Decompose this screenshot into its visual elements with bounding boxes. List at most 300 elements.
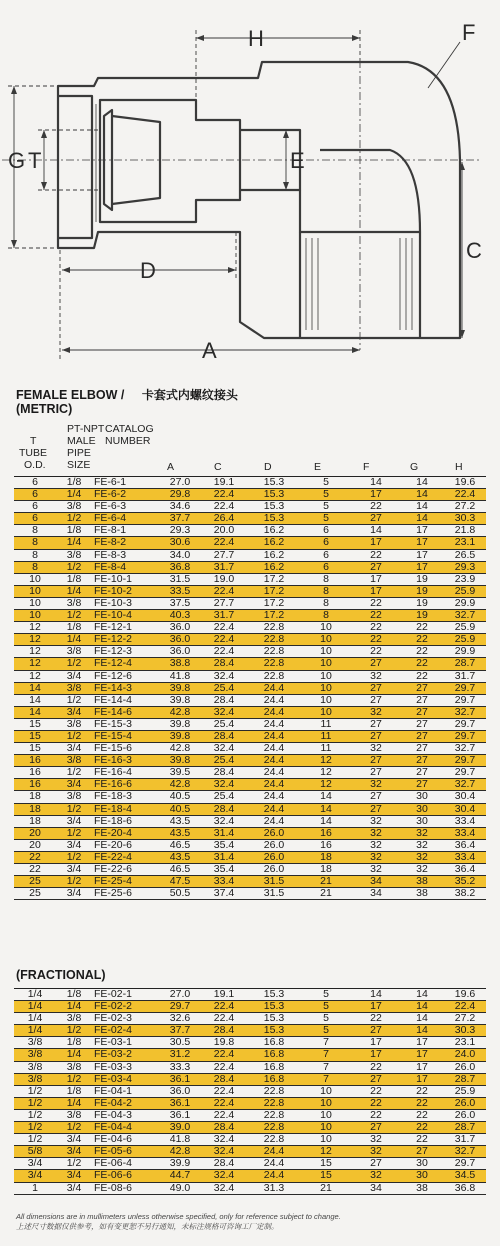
table-cell: FE-6-3 [92,501,160,513]
table-cell: 31.4 [200,851,248,863]
table-cell: 19.6 [444,477,486,489]
table-row [14,706,486,718]
table-cell: FE-8-2 [92,537,160,549]
table-cell: 15 [300,1170,352,1182]
table-cell: 30 [400,1158,444,1170]
table-cell: 29.8 [160,489,200,501]
table-cell: 37.4 [200,888,248,900]
table-cell: 6 [300,525,352,537]
table-cell: 20.0 [200,525,248,537]
table-row [14,864,486,876]
table-cell: 14 [352,989,400,1001]
table-cell: 34.0 [160,549,200,561]
table-cell: 36.0 [160,622,200,634]
table-cell: FE-14-6 [92,706,160,718]
table-cell: FE-15-3 [92,718,160,730]
table-cell: 3/8 [56,1013,92,1025]
table-cell: 30.6 [160,537,200,549]
table-cell: 19 [400,573,444,585]
table-cell: 22 [352,1061,400,1073]
table-cell: 22.4 [200,634,248,646]
table-cell: 40.5 [160,803,200,815]
table-cell: 32.4 [200,1146,248,1158]
table-cell: 22 [400,1085,444,1097]
table-cell: 22.8 [248,1085,300,1097]
table-cell: FE-12-2 [92,634,160,646]
table-cell: 17 [352,573,400,585]
table-cell: 32.4 [200,706,248,718]
table-cell: 43.5 [160,815,200,827]
table-cell: 21.8 [444,525,486,537]
table-cell: 29.3 [444,561,486,573]
table-cell: 12 [14,622,56,634]
table-cell: 15.3 [248,501,300,513]
table-cell: 10 [300,670,352,682]
footnote-chinese: 上述尺寸数据仅供参考，如有变更恕不另行通知，未标注规格可咨询工厂定制。 [16,1222,279,1231]
table-cell: 27 [352,803,400,815]
table-cell: 32.7 [444,779,486,791]
header-f: F [363,461,370,473]
table-cell: FE-06-4 [92,1158,160,1170]
table-cell: 44.7 [160,1170,200,1182]
table-cell: 17 [352,489,400,501]
table-row [14,501,486,513]
table-cell: 29.3 [160,525,200,537]
table-cell: 32 [352,779,400,791]
label-t: T [28,148,42,173]
table-cell: 14 [400,501,444,513]
table-cell: 29.7 [444,718,486,730]
table-cell: 22.4 [200,489,248,501]
table-cell: 22 [352,1013,400,1025]
table-row [14,477,486,489]
table-cell: 49.0 [160,1182,200,1194]
table-cell: FE-25-6 [92,888,160,900]
table-cell: 10 [300,1122,352,1134]
table-cell: 1/4 [14,989,56,1001]
table-cell: 3/4 [56,888,92,900]
table-cell: 15 [14,743,56,755]
table-cell: 8 [14,537,56,549]
table-cell: 24.4 [248,755,300,767]
table-cell: 24.4 [248,1158,300,1170]
table-cell: 36.1 [160,1109,200,1121]
table-cell: 6 [14,489,56,501]
table-cell: 17 [400,561,444,573]
table-cell: 24.4 [248,779,300,791]
table-cell: 8 [300,597,352,609]
table-cell: 22 [400,634,444,646]
table-cell: 1/8 [56,1085,92,1097]
table-cell: 25.9 [444,585,486,597]
table-cell: 17.2 [248,573,300,585]
table-cell: 3/8 [56,1109,92,1121]
table-cell: 18 [300,851,352,863]
table-cell: FE-18-3 [92,791,160,803]
table-cell: 3/8 [56,1061,92,1073]
table-cell: 24.4 [248,815,300,827]
table-cell: 33.4 [444,851,486,863]
table-row [14,549,486,561]
table-cell: 22.8 [248,622,300,634]
table-cell: 32.4 [200,1170,248,1182]
table-cell: 14 [14,706,56,718]
table-cell: 1/8 [56,622,92,634]
table-cell: 17 [400,1073,444,1085]
table-cell: 26.4 [200,513,248,525]
table-cell: 15.3 [248,1025,300,1037]
table-cell: 12 [300,779,352,791]
table-cell: 3/4 [56,743,92,755]
table-row [14,513,486,525]
table-cell: 1/4 [56,1097,92,1109]
table-cell: 10 [300,706,352,718]
table-cell: 24.4 [248,767,300,779]
table-cell: 10 [300,694,352,706]
table-cell: 3/4 [56,839,92,851]
table-cell: 32.4 [200,779,248,791]
table-cell: 1/2 [14,1122,56,1134]
table-cell: 32.7 [444,706,486,718]
table-cell: 39.0 [160,1122,200,1134]
table-cell: 12 [300,767,352,779]
table-cell: FE-04-1 [92,1085,160,1097]
table-cell: 3/4 [56,864,92,876]
table-cell: 12 [14,658,56,670]
table-cell: 28.4 [200,767,248,779]
table-row [14,815,486,827]
table-cell: 22.8 [248,634,300,646]
table-cell: 17 [352,585,400,597]
table-cell: FE-12-6 [92,670,160,682]
table-cell: 24.4 [248,706,300,718]
table-cell: 32.4 [200,1182,248,1194]
table-cell: 1 [14,1182,56,1194]
table-cell: 21 [300,888,352,900]
table-cell: 3/4 [14,1170,56,1182]
table-cell: 11 [300,730,352,742]
female-elbow-diagram [0,0,500,378]
table-cell: 1/2 [14,1109,56,1121]
table-cell: 28.4 [200,1073,248,1085]
table-cell: 31.7 [200,561,248,573]
table-cell: 24.4 [248,1170,300,1182]
table-cell: 35.2 [444,876,486,888]
table-cell: 39.8 [160,730,200,742]
table-cell: 21 [300,1182,352,1194]
header-pipe: PIPE [67,447,91,459]
table-cell: 1/2 [14,1134,56,1146]
table-cell: 11 [300,743,352,755]
table-cell: 8 [14,525,56,537]
table-row [14,803,486,815]
table-cell: 36.0 [160,634,200,646]
table-cell: 6 [300,537,352,549]
table-cell: 32.7 [444,743,486,755]
table-cell: 34.6 [160,501,200,513]
table-cell: 30 [400,815,444,827]
table-cell: 32 [400,864,444,876]
table-cell: 1/2 [14,1097,56,1109]
table-cell: 36.8 [160,561,200,573]
table-cell: 16 [14,779,56,791]
table-cell: FE-22-4 [92,851,160,863]
table-cell: 16 [14,755,56,767]
table-cell: 16.2 [248,549,300,561]
table-cell: FE-14-3 [92,682,160,694]
table-cell: 32 [352,864,400,876]
table-cell: 31.7 [444,670,486,682]
table-cell: 35.4 [200,839,248,851]
table-cell: 39.9 [160,1158,200,1170]
table-cell: 38.2 [444,888,486,900]
table-cell: 36.0 [160,1085,200,1097]
table-cell: 25.4 [200,682,248,694]
table-cell: 26.0 [248,839,300,851]
table-cell: 10 [300,682,352,694]
table-cell: 37.7 [160,1025,200,1037]
table-cell: 39.8 [160,718,200,730]
table-cell: 22.4 [200,537,248,549]
table-row [14,622,486,634]
table-cell: 31.7 [200,610,248,622]
table-cell: 39.8 [160,755,200,767]
table-row [14,1061,486,1073]
table-cell: 15.3 [248,477,300,489]
header-od: O.D. [24,459,46,471]
table-cell: 23.1 [444,1037,486,1049]
table-cell: 22 [352,622,400,634]
table-cell: FE-03-4 [92,1073,160,1085]
table-cell: 27 [352,1073,400,1085]
table-cell: 34 [352,876,400,888]
table-cell: 5 [300,501,352,513]
table-row [14,1085,486,1097]
table-cell: 32 [352,670,400,682]
table-cell: 22.4 [200,1085,248,1097]
table-cell: 1/2 [56,513,92,525]
table-cell: 15 [14,730,56,742]
table-cell: 22.4 [200,1001,248,1013]
table-cell: 10 [300,1085,352,1097]
table-cell: 5 [300,1013,352,1025]
table-cell: 38 [400,876,444,888]
table-cell: 12 [14,670,56,682]
header-catalog: CATALOG [105,423,154,435]
table-cell: 19 [400,610,444,622]
table-cell: 15.3 [248,1013,300,1025]
table-cell: 31.5 [248,876,300,888]
table-cell: FE-6-4 [92,513,160,525]
table-cell: 1/4 [56,634,92,646]
header-h: H [455,461,463,473]
table-cell: 31.7 [444,1134,486,1146]
table-cell: 47.5 [160,876,200,888]
table-cell: 18 [14,815,56,827]
table-cell: 10 [300,646,352,658]
table-cell: 22 [352,646,400,658]
table-cell: 22 [400,1134,444,1146]
table-cell: FE-02-1 [92,989,160,1001]
table-cell: 28.4 [200,1025,248,1037]
metric-dimension-table [14,476,486,900]
table-cell: 6 [14,501,56,513]
table-cell: 1/4 [56,537,92,549]
table-cell: 24.4 [248,718,300,730]
table-cell: 1/2 [56,767,92,779]
table-cell: FE-03-2 [92,1049,160,1061]
table-cell: 29.7 [444,730,486,742]
table-cell: FE-12-3 [92,646,160,658]
table-cell: FE-10-2 [92,585,160,597]
label-h: H [248,26,264,51]
table-cell: FE-20-6 [92,839,160,851]
table-cell: 6 [300,561,352,573]
table-row [14,610,486,622]
table-cell: 39.5 [160,767,200,779]
table-cell: 1/2 [56,876,92,888]
table-cell: 17 [400,1049,444,1061]
table-cell: 17 [400,537,444,549]
table-cell: 32 [352,1170,400,1182]
header-size: SIZE [67,459,91,471]
header-pt-npt: PT-NPT [67,423,105,435]
table-cell: 3/4 [56,1146,92,1158]
table-cell: FE-16-6 [92,779,160,791]
table-cell: 8 [300,573,352,585]
table-row [14,1170,486,1182]
table-cell: 15.3 [248,989,300,1001]
table-cell: 22 [352,1085,400,1097]
table-cell: 22.8 [248,1109,300,1121]
table-cell: 16 [300,839,352,851]
footnote-english: All dimensions are in mullimeters unless otherwise specified, only for reference subject to change. [16,1212,341,1221]
table-cell: 1/4 [56,1049,92,1061]
table-cell: 38 [400,1182,444,1194]
table-cell: 8 [14,549,56,561]
table-cell: 1/8 [56,989,92,1001]
table-header [0,424,500,476]
table-row [14,989,486,1001]
table-cell: 14 [400,513,444,525]
table-cell: 5/8 [14,1146,56,1158]
table-cell: 16.8 [248,1037,300,1049]
table-cell: 8 [14,561,56,573]
table-cell: 27 [400,779,444,791]
table-cell: 22.4 [444,1001,486,1013]
table-cell: 17 [400,1061,444,1073]
table-cell: 18 [300,864,352,876]
table-cell: 28.4 [200,658,248,670]
table-cell: 38.8 [160,658,200,670]
table-cell: 22 [400,670,444,682]
table-cell: 32.7 [444,1146,486,1158]
table-cell: 22.8 [248,670,300,682]
table-cell: 24.4 [248,1146,300,1158]
table-cell: FE-05-6 [92,1146,160,1158]
table-row [14,1097,486,1109]
footnote [16,1212,341,1232]
table-cell: 3/8 [14,1037,56,1049]
table-cell: 29.7 [444,694,486,706]
table-cell: 10 [300,1109,352,1121]
table-cell: FE-6-2 [92,489,160,501]
table-cell: 22.8 [248,1097,300,1109]
table-cell: 34 [352,1182,400,1194]
table-cell: 24.0 [444,1049,486,1061]
table-cell: 38 [400,888,444,900]
table-cell: 22 [400,622,444,634]
table-cell: 22.8 [248,658,300,670]
table-cell: 36.0 [160,646,200,658]
table-cell: 3/8 [56,718,92,730]
table-row [14,1158,486,1170]
table-cell: 30.4 [444,791,486,803]
table-cell: 7 [300,1037,352,1049]
table-cell: 14 [400,1025,444,1037]
table-cell: 27 [352,791,400,803]
table-cell: 6 [14,477,56,489]
table-cell: 25.4 [200,718,248,730]
table-cell: 42.8 [160,743,200,755]
table-cell: 32 [400,827,444,839]
table-cell: 27 [400,718,444,730]
table-cell: FE-8-3 [92,549,160,561]
table-cell: 16.2 [248,561,300,573]
table-cell: 27.0 [160,989,200,1001]
table-cell: 17 [352,1049,400,1061]
table-cell: 25.9 [444,622,486,634]
table-cell: 1/4 [56,1001,92,1013]
table-cell: FE-20-4 [92,827,160,839]
table-cell: 1/2 [56,827,92,839]
table-cell: 27 [400,767,444,779]
table-cell: 10 [300,634,352,646]
table-cell: 10 [14,585,56,597]
table-cell: 1/4 [14,1025,56,1037]
table-cell: 22 [352,610,400,622]
table-cell: 36.8 [444,1182,486,1194]
table-cell: 22.4 [444,489,486,501]
header-d: D [264,461,272,473]
table-cell: 30.3 [444,513,486,525]
table-cell: 32.6 [160,1013,200,1025]
table-cell: 3/8 [14,1073,56,1085]
table-cell: 32 [400,851,444,863]
table-cell: 32 [352,815,400,827]
table-cell: 32 [352,706,400,718]
label-e: E [290,148,305,173]
section-title [16,388,486,416]
table-cell: 30.5 [160,1037,200,1049]
table-cell: 5 [300,1025,352,1037]
table-cell: FE-12-4 [92,658,160,670]
table-cell: 22.4 [200,1109,248,1121]
table-cell: 3/8 [56,501,92,513]
table-cell: 19 [400,585,444,597]
table-cell: 22.8 [248,1134,300,1146]
table-cell: 17 [352,537,400,549]
table-cell: 22.4 [200,585,248,597]
table-cell: 12 [14,634,56,646]
table-cell: 27 [400,1146,444,1158]
table-cell: 7 [300,1073,352,1085]
table-cell: 22.4 [200,622,248,634]
table-cell: 22 [352,1109,400,1121]
table-cell: 1/4 [14,1013,56,1025]
table-cell: FE-12-1 [92,622,160,634]
table-cell: 17.2 [248,585,300,597]
